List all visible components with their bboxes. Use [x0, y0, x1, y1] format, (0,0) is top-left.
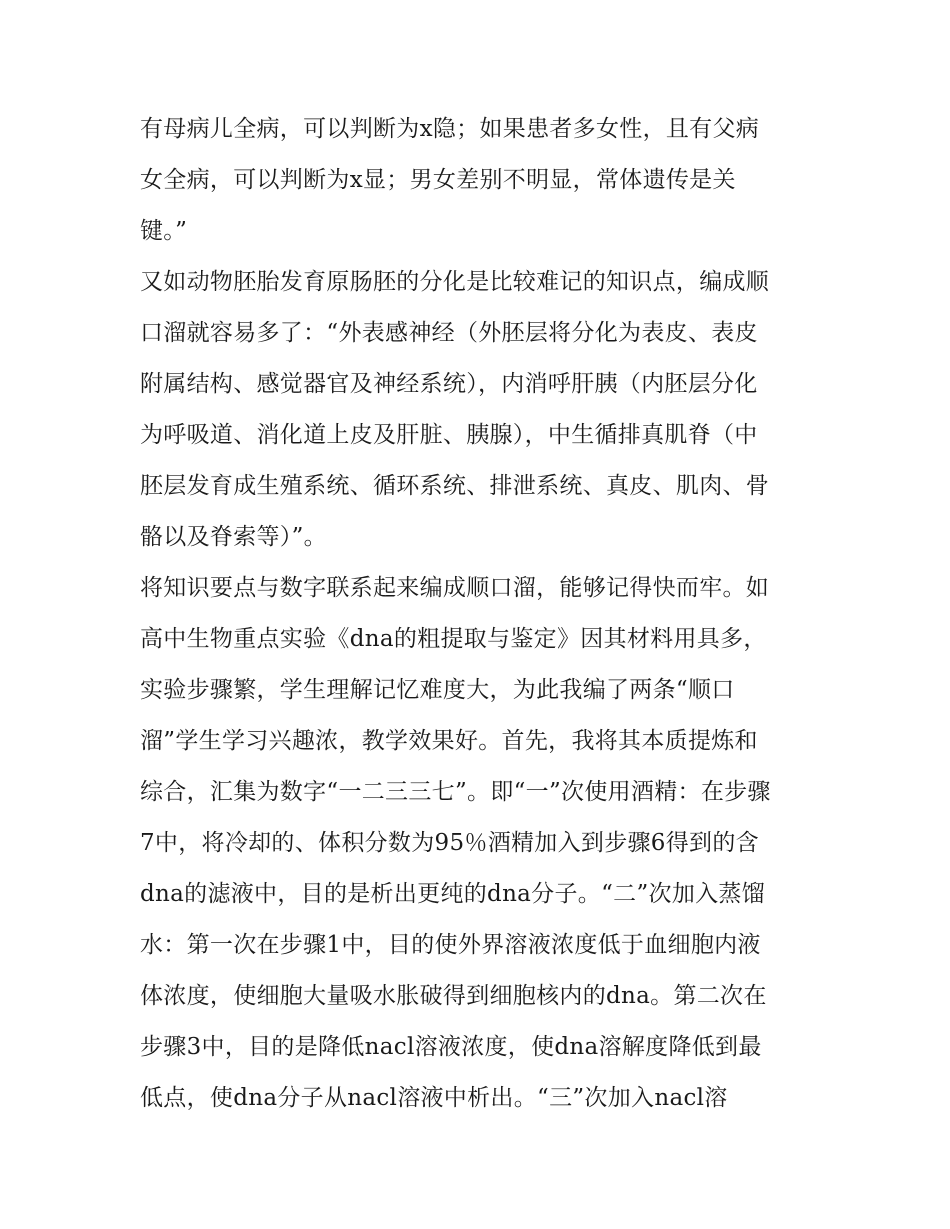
text-line: 水：第一次在步骤1中，目的使外界溶液浓度低于血细胞内液 [140, 932, 761, 958]
text-line: 体浓度，使细胞大量吸水胀破得到细胞核内的dna。第二次在 [140, 983, 767, 1009]
body-text [140, 104, 820, 1124]
text-line: 为呼吸道、消化道上皮及肝脏、胰腺），中生循排真肌脊（中 [140, 422, 758, 448]
text-line: 胚层发育成生殖系统、循环系统、排泄系统、真皮、肌肉、骨 [140, 473, 770, 499]
text-line: 将知识要点与数字联系起来编成顺口溜，能够记得快而牢。如 [140, 575, 770, 601]
text-line: dna的滤液中，目的是析出更纯的dna分子。“二”次加入蒸馏 [140, 881, 766, 907]
text-line: 又如动物胚胎发育原肠胚的分化是比较难记的知识点，编成顺 [140, 269, 770, 295]
text-line: 7中，将冷却的、体积分数为95％酒精加入到步骤6得到的含 [140, 830, 759, 856]
text-line: 溜”学生学习兴趣浓，教学效果好。首先，我将其本质提炼和 [140, 728, 758, 754]
text-line: 口溜就容易多了：“外表感神经（外胚层将分化为表皮、表皮 [140, 320, 758, 346]
text-line: 实验步骤繁，学生理解记忆难度大，为此我编了两条“顺口 [140, 677, 735, 703]
text-line: 低点，使dna分子从nacl溶液中析出。“三”次加入nacl溶 [140, 1085, 728, 1111]
text-line: 骼以及脊索等）”。 [140, 524, 327, 550]
text-line: 女全病，可以判断为x显；男女差别不明显，常体遗传是关 [140, 167, 736, 193]
text-line: 高中生物重点实验《dna的粗提取与鉴定》因其材料用具多， [140, 626, 767, 652]
text-line: 附属结构、感觉器官及神经系统），内消呼肝胰（内胚层分化 [140, 371, 758, 397]
text-line: 综合，汇集为数字“一二三三七”。即“一”次使用酒精：在步骤 [140, 779, 771, 805]
text-line: 步骤3中，目的是降低nacl溶液浓度，使dna溶解度降低到最 [140, 1034, 762, 1060]
text-line: 键。” [140, 218, 188, 244]
text-line: 有母病儿全病，可以判断为x隐；如果患者多女性，且有父病 [140, 116, 760, 142]
